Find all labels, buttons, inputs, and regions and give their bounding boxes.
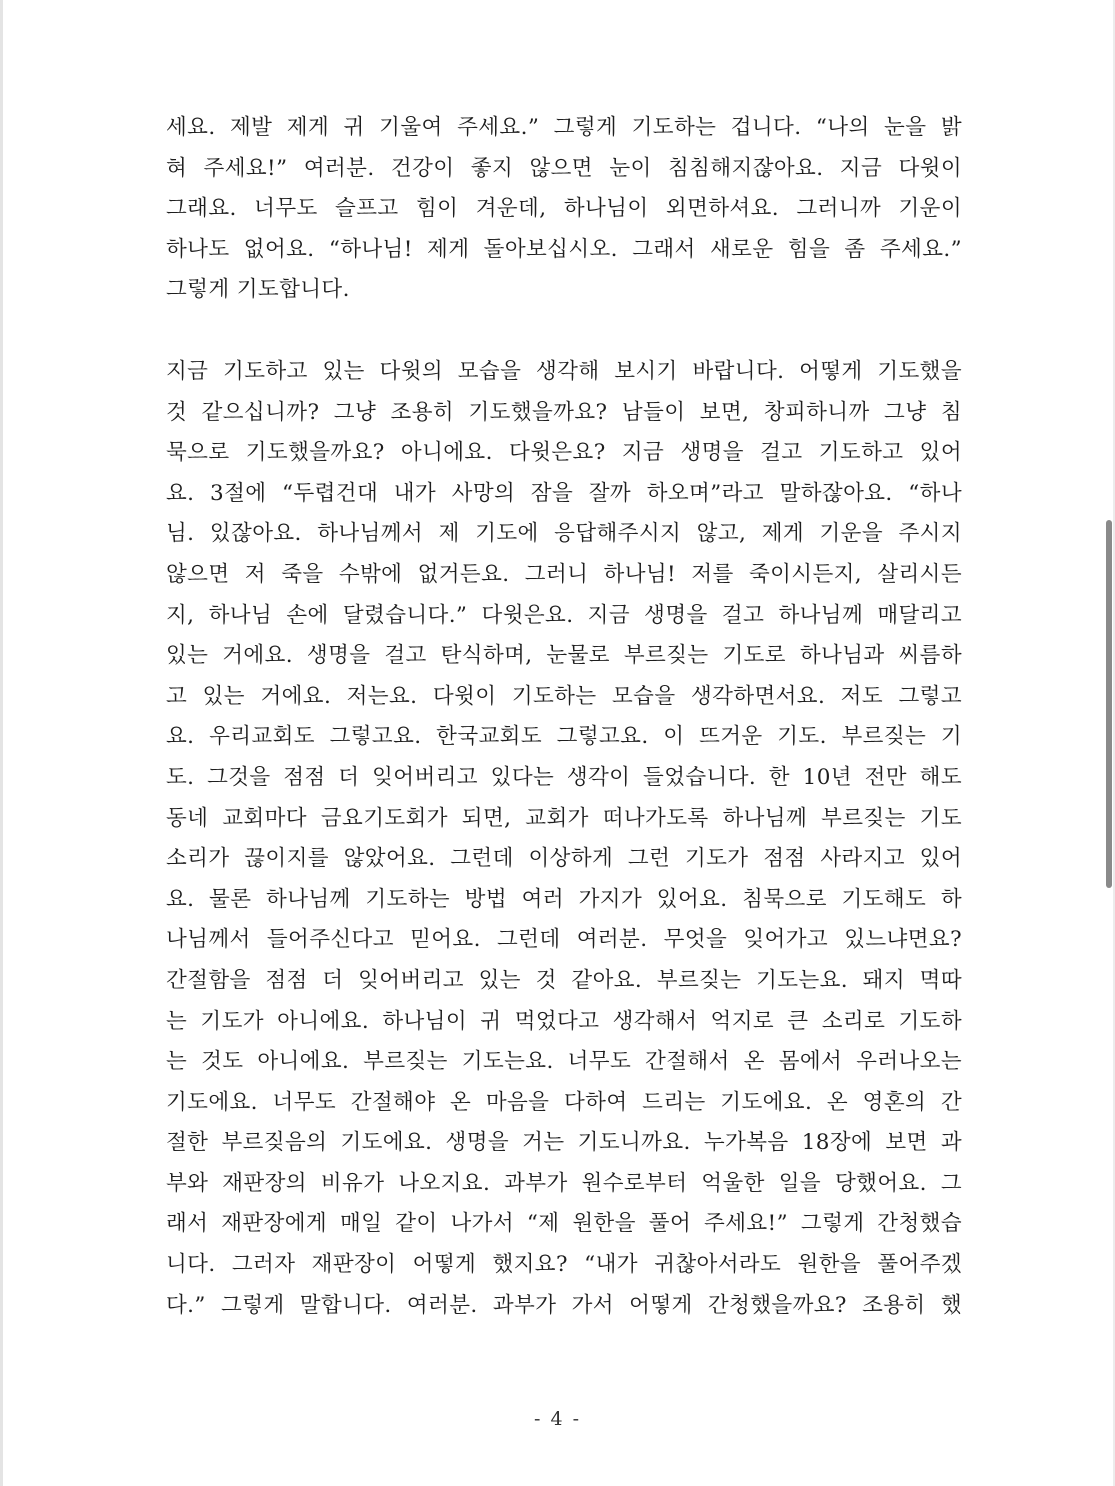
text-line: 님. 있잖아요. 하나님께서 제 기도에 응답해주시지 않고, 제게 기운을 주시지 [166,521,962,547]
text-line: 는 기도가 아니에요. 하나님이 귀 먹었다고 생각해서 억지로 큰 소리로 기도하 [166,1008,962,1034]
text-line: 것 같으십니까? 그냥 조용히 기도했을까요? 남들이 보면, 창피하니까 그냥 침 [166,399,962,425]
text-line: 는 것도 아니에요. 부르짖는 기도는요. 너무도 간절해서 온 몸에서 우러나오는 [166,1049,962,1075]
text-line: 지금 기도하고 있는 다윗의 모습을 생각해 보시기 바랍니다. 어떻게 기도했을 [166,359,962,384]
paragraph-1 [166,108,962,311]
page-edge-left [0,0,3,1486]
text-line: 혀 주세요!” 여러분. 건강이 좋지 않으면 눈이 침침해지잖아요. 지금 다윗이 [166,155,962,181]
text-line: 도. 그것을 점점 더 잊어버리고 있다는 생각이 들었습니다. 한 10년 전만 해도 [166,764,962,790]
page-number: - 4 - [533,1408,581,1430]
text-line: 나님께서 들어주신다고 믿어요. 그런데 여러분. 무엇을 잊어가고 있느냐면요? [166,927,962,953]
text-line: 요. 물론 하나님께 기도하는 방법 여러 가지가 있어요. 침묵으로 기도해도 하 [166,886,962,912]
text-line: 동네 교회마다 금요기도회가 되면, 교회가 떠나가도록 하나님께 부르짖는 기도 [166,805,962,831]
text-line: 요. 3절에 “두렵건대 내가 사망의 잠을 잘까 하오며”라고 말하잖아요. “하나 [166,480,962,506]
text-line: 기도에요. 너무도 간절해야 온 마음을 다하여 드리는 기도에요. 온 영혼의 간 [166,1089,962,1115]
text-line: 묵으로 기도했을까요? 아니에요. 다윗은요? 지금 생명을 걸고 기도하고 있어 [166,440,962,466]
text-line: 않으면 저 죽을 수밖에 없거든요. 그러니 하나님! 저를 죽이시든지, 살리시든 [166,561,962,587]
text-line: 지, 하나님 손에 달렸습니다.” 다윗은요. 지금 생명을 걸고 하나님께 매달리고 [166,602,962,628]
text-line: 부와 재판장의 비유가 나오지요. 과부가 원수로부터 억울한 일을 당했어요. 그 [166,1170,962,1196]
text-line: 그래요. 너무도 슬프고 힘이 겨운데, 하나님이 외면하셔요. 그러니까 기운이 [166,196,962,222]
text-line: 고 있는 거에요. 저는요. 다윗이 기도하는 모습을 생각하면서요. 저도 그렇고 [166,683,962,709]
text-line: 니다. 그러자 재판장이 어떻게 했지요? “내가 귀찮아서라도 원한을 풀어주겠 [166,1252,962,1278]
text-line: 간절함을 점점 더 잊어버리고 있는 것 같아요. 부르짖는 기도는요. 돼지 멱따 [166,967,962,993]
text-line: 그렇게 기도합니다. [166,277,350,303]
vertical-scrollbar[interactable] [1106,520,1112,888]
text-line: 하나도 없어요. “하나님! 제게 돌아보십시오. 그래서 새로운 힘을 좀 주세요.” [166,236,962,262]
paragraph-2 [166,352,962,1326]
text-line: 세요. 제발 제게 귀 기울여 주세요.” 그렇게 기도하는 겁니다. “나의 눈을 밝 [166,115,962,140]
text-line: 절한 부르짖음의 기도에요. 생명을 거는 기도니까요. 누가복음 18장에 보면 과 [166,1130,962,1156]
text-line: 있는 거에요. 생명을 걸고 탄식하며, 눈물로 부르짖는 기도로 하나님과 씨름하 [166,643,962,669]
text-line: 래서 재판장에게 매일 같이 나가서 “제 원한을 풀어 주세요!” 그렇게 간청했습 [166,1211,962,1237]
text-line: 요. 우리교회도 그렇고요. 한국교회도 그렇고요. 이 뜨거운 기도. 부르짖는 기 [166,724,962,750]
text-line: 다.” 그렇게 말합니다. 여러분. 과부가 가서 어떻게 간청했을까요? 조용히 했 [166,1292,962,1318]
text-line: 소리가 끊이지를 않았어요. 그런데 이상하게 그런 기도가 점점 사라지고 있어 [166,846,962,872]
